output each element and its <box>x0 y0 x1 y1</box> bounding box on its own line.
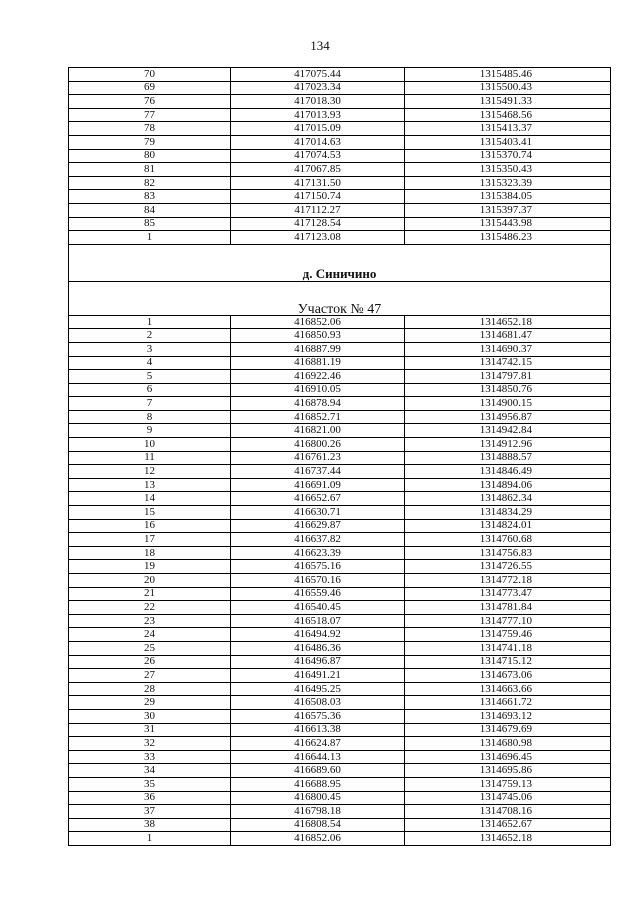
x-coordinate-cell: 416878.94 <box>231 397 405 411</box>
y-coordinate-cell: 1314834.29 <box>405 506 611 520</box>
y-coordinate-cell: 1314850.76 <box>405 383 611 397</box>
table-row <box>69 397 611 411</box>
y-coordinate-cell: 1314781.84 <box>405 601 611 615</box>
table-row <box>69 108 611 122</box>
table-row <box>69 519 611 533</box>
point-number-cell: 79 <box>69 135 231 149</box>
x-coordinate-cell: 416494.92 <box>231 628 405 642</box>
table-row <box>69 750 611 764</box>
point-number-cell: 6 <box>69 383 231 397</box>
point-number-cell: 23 <box>69 614 231 628</box>
x-coordinate-cell: 417067.85 <box>231 163 405 177</box>
x-coordinate-cell: 417013.93 <box>231 108 405 122</box>
table-section-top <box>69 68 611 245</box>
table-section-plot <box>69 315 611 845</box>
table-row <box>69 818 611 832</box>
x-coordinate-cell: 416623.39 <box>231 546 405 560</box>
table-section-headers <box>69 244 611 315</box>
x-coordinate-cell: 417150.74 <box>231 190 405 204</box>
coordinates-table <box>68 67 611 846</box>
table-row <box>69 68 611 82</box>
y-coordinate-cell: 1314693.12 <box>405 709 611 723</box>
point-number-cell: 70 <box>69 68 231 82</box>
x-coordinate-cell: 416852.06 <box>231 832 405 846</box>
point-number-cell: 26 <box>69 655 231 669</box>
x-coordinate-cell: 416575.16 <box>231 560 405 574</box>
table-row <box>69 614 611 628</box>
table-row <box>69 737 611 751</box>
y-coordinate-cell: 1315491.33 <box>405 95 611 109</box>
point-number-cell: 33 <box>69 750 231 764</box>
table-row <box>69 560 611 574</box>
y-coordinate-cell: 1314745.06 <box>405 791 611 805</box>
x-coordinate-cell: 417015.09 <box>231 122 405 136</box>
table-row <box>69 370 611 384</box>
point-number-cell: 5 <box>69 370 231 384</box>
point-number-cell: 30 <box>69 709 231 723</box>
x-coordinate-cell: 416491.21 <box>231 669 405 683</box>
plot-row <box>69 281 611 315</box>
y-coordinate-cell: 1315468.56 <box>405 108 611 122</box>
table-row <box>69 149 611 163</box>
point-number-cell: 28 <box>69 682 231 696</box>
x-coordinate-cell: 416852.06 <box>231 315 405 329</box>
x-coordinate-cell: 416629.87 <box>231 519 405 533</box>
y-coordinate-cell: 1314846.49 <box>405 465 611 479</box>
table-row <box>69 587 611 601</box>
x-coordinate-cell: 416689.60 <box>231 764 405 778</box>
point-number-cell: 17 <box>69 533 231 547</box>
point-number-cell: 1 <box>69 315 231 329</box>
table-row <box>69 791 611 805</box>
table-row <box>69 163 611 177</box>
point-number-cell: 25 <box>69 641 231 655</box>
y-coordinate-cell: 1315323.39 <box>405 176 611 190</box>
table-row <box>69 451 611 465</box>
point-number-cell: 27 <box>69 669 231 683</box>
y-coordinate-cell: 1315403.41 <box>405 135 611 149</box>
table-row <box>69 95 611 109</box>
y-coordinate-cell: 1315500.43 <box>405 81 611 95</box>
point-number-cell: 22 <box>69 601 231 615</box>
point-number-cell: 13 <box>69 478 231 492</box>
table-row <box>69 696 611 710</box>
point-number-cell: 24 <box>69 628 231 642</box>
x-coordinate-cell: 417131.50 <box>231 176 405 190</box>
y-coordinate-cell: 1314894.06 <box>405 478 611 492</box>
table-row <box>69 628 611 642</box>
table-row <box>69 135 611 149</box>
point-number-cell: 1 <box>69 832 231 846</box>
point-number-cell: 31 <box>69 723 231 737</box>
y-coordinate-cell: 1314708.16 <box>405 805 611 819</box>
y-coordinate-cell: 1314742.15 <box>405 356 611 370</box>
y-coordinate-cell: 1314679.69 <box>405 723 611 737</box>
x-coordinate-cell: 416737.44 <box>231 465 405 479</box>
x-coordinate-cell: 417112.27 <box>231 203 405 217</box>
table-row <box>69 203 611 217</box>
table-row <box>69 641 611 655</box>
x-coordinate-cell: 417023.34 <box>231 81 405 95</box>
y-coordinate-cell: 1314715.12 <box>405 655 611 669</box>
x-coordinate-cell: 416570.16 <box>231 574 405 588</box>
y-coordinate-cell: 1315397.37 <box>405 203 611 217</box>
y-coordinate-cell: 1314726.55 <box>405 560 611 574</box>
point-number-cell: 4 <box>69 356 231 370</box>
x-coordinate-cell: 416821.00 <box>231 424 405 438</box>
x-coordinate-cell: 417128.54 <box>231 217 405 231</box>
point-number-cell: 20 <box>69 574 231 588</box>
point-number-cell: 69 <box>69 81 231 95</box>
x-coordinate-cell: 416496.87 <box>231 655 405 669</box>
table-row <box>69 329 611 343</box>
y-coordinate-cell: 1315384.05 <box>405 190 611 204</box>
table-row <box>69 231 611 245</box>
table-row <box>69 506 611 520</box>
table-row <box>69 356 611 370</box>
x-coordinate-cell: 416808.54 <box>231 818 405 832</box>
table-row <box>69 574 611 588</box>
village-row <box>69 244 611 281</box>
table-row <box>69 601 611 615</box>
point-number-cell: 82 <box>69 176 231 190</box>
y-coordinate-cell: 1314912.96 <box>405 438 611 452</box>
point-number-cell: 21 <box>69 587 231 601</box>
table-row <box>69 342 611 356</box>
y-coordinate-cell: 1315413.37 <box>405 122 611 136</box>
point-number-cell: 78 <box>69 122 231 136</box>
point-number-cell: 18 <box>69 546 231 560</box>
y-coordinate-cell: 1314652.18 <box>405 315 611 329</box>
point-number-cell: 36 <box>69 791 231 805</box>
x-coordinate-cell: 416881.19 <box>231 356 405 370</box>
point-number-cell: 85 <box>69 217 231 231</box>
table-row <box>69 655 611 669</box>
x-coordinate-cell: 416495.25 <box>231 682 405 696</box>
point-number-cell: 15 <box>69 506 231 520</box>
y-coordinate-cell: 1315370.74 <box>405 149 611 163</box>
x-coordinate-cell: 416922.46 <box>231 370 405 384</box>
point-number-cell: 32 <box>69 737 231 751</box>
x-coordinate-cell: 416486.36 <box>231 641 405 655</box>
point-number-cell: 76 <box>69 95 231 109</box>
table-row <box>69 709 611 723</box>
x-coordinate-cell: 416852.71 <box>231 410 405 424</box>
point-number-cell: 11 <box>69 451 231 465</box>
point-number-cell: 34 <box>69 764 231 778</box>
y-coordinate-cell: 1315350.43 <box>405 163 611 177</box>
point-number-cell: 10 <box>69 438 231 452</box>
table-row <box>69 410 611 424</box>
table-row <box>69 478 611 492</box>
point-number-cell: 9 <box>69 424 231 438</box>
y-coordinate-cell: 1315443.98 <box>405 217 611 231</box>
x-coordinate-cell: 416691.09 <box>231 478 405 492</box>
y-coordinate-cell: 1314759.13 <box>405 777 611 791</box>
y-coordinate-cell: 1314759.46 <box>405 628 611 642</box>
table-row <box>69 832 611 846</box>
x-coordinate-cell: 416518.07 <box>231 614 405 628</box>
point-number-cell: 38 <box>69 818 231 832</box>
y-coordinate-cell: 1314956.87 <box>405 410 611 424</box>
point-number-cell: 16 <box>69 519 231 533</box>
x-coordinate-cell: 417123.08 <box>231 231 405 245</box>
point-number-cell: 29 <box>69 696 231 710</box>
table-row <box>69 764 611 778</box>
table-row <box>69 533 611 547</box>
y-coordinate-cell: 1314696.45 <box>405 750 611 764</box>
x-coordinate-cell: 416630.71 <box>231 506 405 520</box>
point-number-cell: 8 <box>69 410 231 424</box>
y-coordinate-cell: 1314772.18 <box>405 574 611 588</box>
table-row <box>69 122 611 136</box>
point-number-cell: 12 <box>69 465 231 479</box>
table-row <box>69 805 611 819</box>
y-coordinate-cell: 1314777.10 <box>405 614 611 628</box>
y-coordinate-cell: 1314773.47 <box>405 587 611 601</box>
point-number-cell: 37 <box>69 805 231 819</box>
x-coordinate-cell: 416652.67 <box>231 492 405 506</box>
y-coordinate-cell: 1315485.46 <box>405 68 611 82</box>
page-number: 134 <box>310 38 330 53</box>
plot-title: Участок № 47 <box>69 281 611 315</box>
table-row <box>69 217 611 231</box>
y-coordinate-cell: 1314673.06 <box>405 669 611 683</box>
x-coordinate-cell: 417075.44 <box>231 68 405 82</box>
y-coordinate-cell: 1315486.23 <box>405 231 611 245</box>
y-coordinate-cell: 1314797.81 <box>405 370 611 384</box>
y-coordinate-cell: 1314690.37 <box>405 342 611 356</box>
table-row <box>69 424 611 438</box>
x-coordinate-cell: 416688.95 <box>231 777 405 791</box>
point-number-cell: 83 <box>69 190 231 204</box>
y-coordinate-cell: 1314661.72 <box>405 696 611 710</box>
table-row <box>69 492 611 506</box>
x-coordinate-cell: 416887.99 <box>231 342 405 356</box>
table-row <box>69 383 611 397</box>
y-coordinate-cell: 1314741.18 <box>405 641 611 655</box>
point-number-cell: 14 <box>69 492 231 506</box>
x-coordinate-cell: 417014.63 <box>231 135 405 149</box>
x-coordinate-cell: 416508.03 <box>231 696 405 710</box>
x-coordinate-cell: 416644.13 <box>231 750 405 764</box>
x-coordinate-cell: 416624.87 <box>231 737 405 751</box>
x-coordinate-cell: 416910.05 <box>231 383 405 397</box>
point-number-cell: 7 <box>69 397 231 411</box>
point-number-cell: 80 <box>69 149 231 163</box>
y-coordinate-cell: 1314695.86 <box>405 764 611 778</box>
x-coordinate-cell: 416798.18 <box>231 805 405 819</box>
table-row <box>69 176 611 190</box>
x-coordinate-cell: 416800.26 <box>231 438 405 452</box>
table-row <box>69 723 611 737</box>
x-coordinate-cell: 416559.46 <box>231 587 405 601</box>
x-coordinate-cell: 416761.23 <box>231 451 405 465</box>
x-coordinate-cell: 416850.93 <box>231 329 405 343</box>
x-coordinate-cell: 416540.45 <box>231 601 405 615</box>
y-coordinate-cell: 1314652.18 <box>405 832 611 846</box>
y-coordinate-cell: 1314942.84 <box>405 424 611 438</box>
point-number-cell: 84 <box>69 203 231 217</box>
table-row <box>69 669 611 683</box>
y-coordinate-cell: 1314760.68 <box>405 533 611 547</box>
y-coordinate-cell: 1314652.67 <box>405 818 611 832</box>
x-coordinate-cell: 417074.53 <box>231 149 405 163</box>
x-coordinate-cell: 416800.45 <box>231 791 405 805</box>
point-number-cell: 81 <box>69 163 231 177</box>
y-coordinate-cell: 1314756.83 <box>405 546 611 560</box>
point-number-cell: 1 <box>69 231 231 245</box>
table-row <box>69 315 611 329</box>
table-row <box>69 682 611 696</box>
y-coordinate-cell: 1314862.34 <box>405 492 611 506</box>
point-number-cell: 2 <box>69 329 231 343</box>
village-title: д. Синичино <box>69 244 611 281</box>
y-coordinate-cell: 1314888.57 <box>405 451 611 465</box>
y-coordinate-cell: 1314681.47 <box>405 329 611 343</box>
table-row <box>69 81 611 95</box>
point-number-cell: 3 <box>69 342 231 356</box>
y-coordinate-cell: 1314900.15 <box>405 397 611 411</box>
y-coordinate-cell: 1314680.98 <box>405 737 611 751</box>
point-number-cell: 35 <box>69 777 231 791</box>
x-coordinate-cell: 416637.82 <box>231 533 405 547</box>
y-coordinate-cell: 1314663.66 <box>405 682 611 696</box>
x-coordinate-cell: 416613.38 <box>231 723 405 737</box>
x-coordinate-cell: 416575.36 <box>231 709 405 723</box>
table-row <box>69 465 611 479</box>
point-number-cell: 77 <box>69 108 231 122</box>
table-row <box>69 777 611 791</box>
x-coordinate-cell: 417018.30 <box>231 95 405 109</box>
table-row <box>69 546 611 560</box>
point-number-cell: 19 <box>69 560 231 574</box>
y-coordinate-cell: 1314824.01 <box>405 519 611 533</box>
table-row <box>69 190 611 204</box>
table-row <box>69 438 611 452</box>
